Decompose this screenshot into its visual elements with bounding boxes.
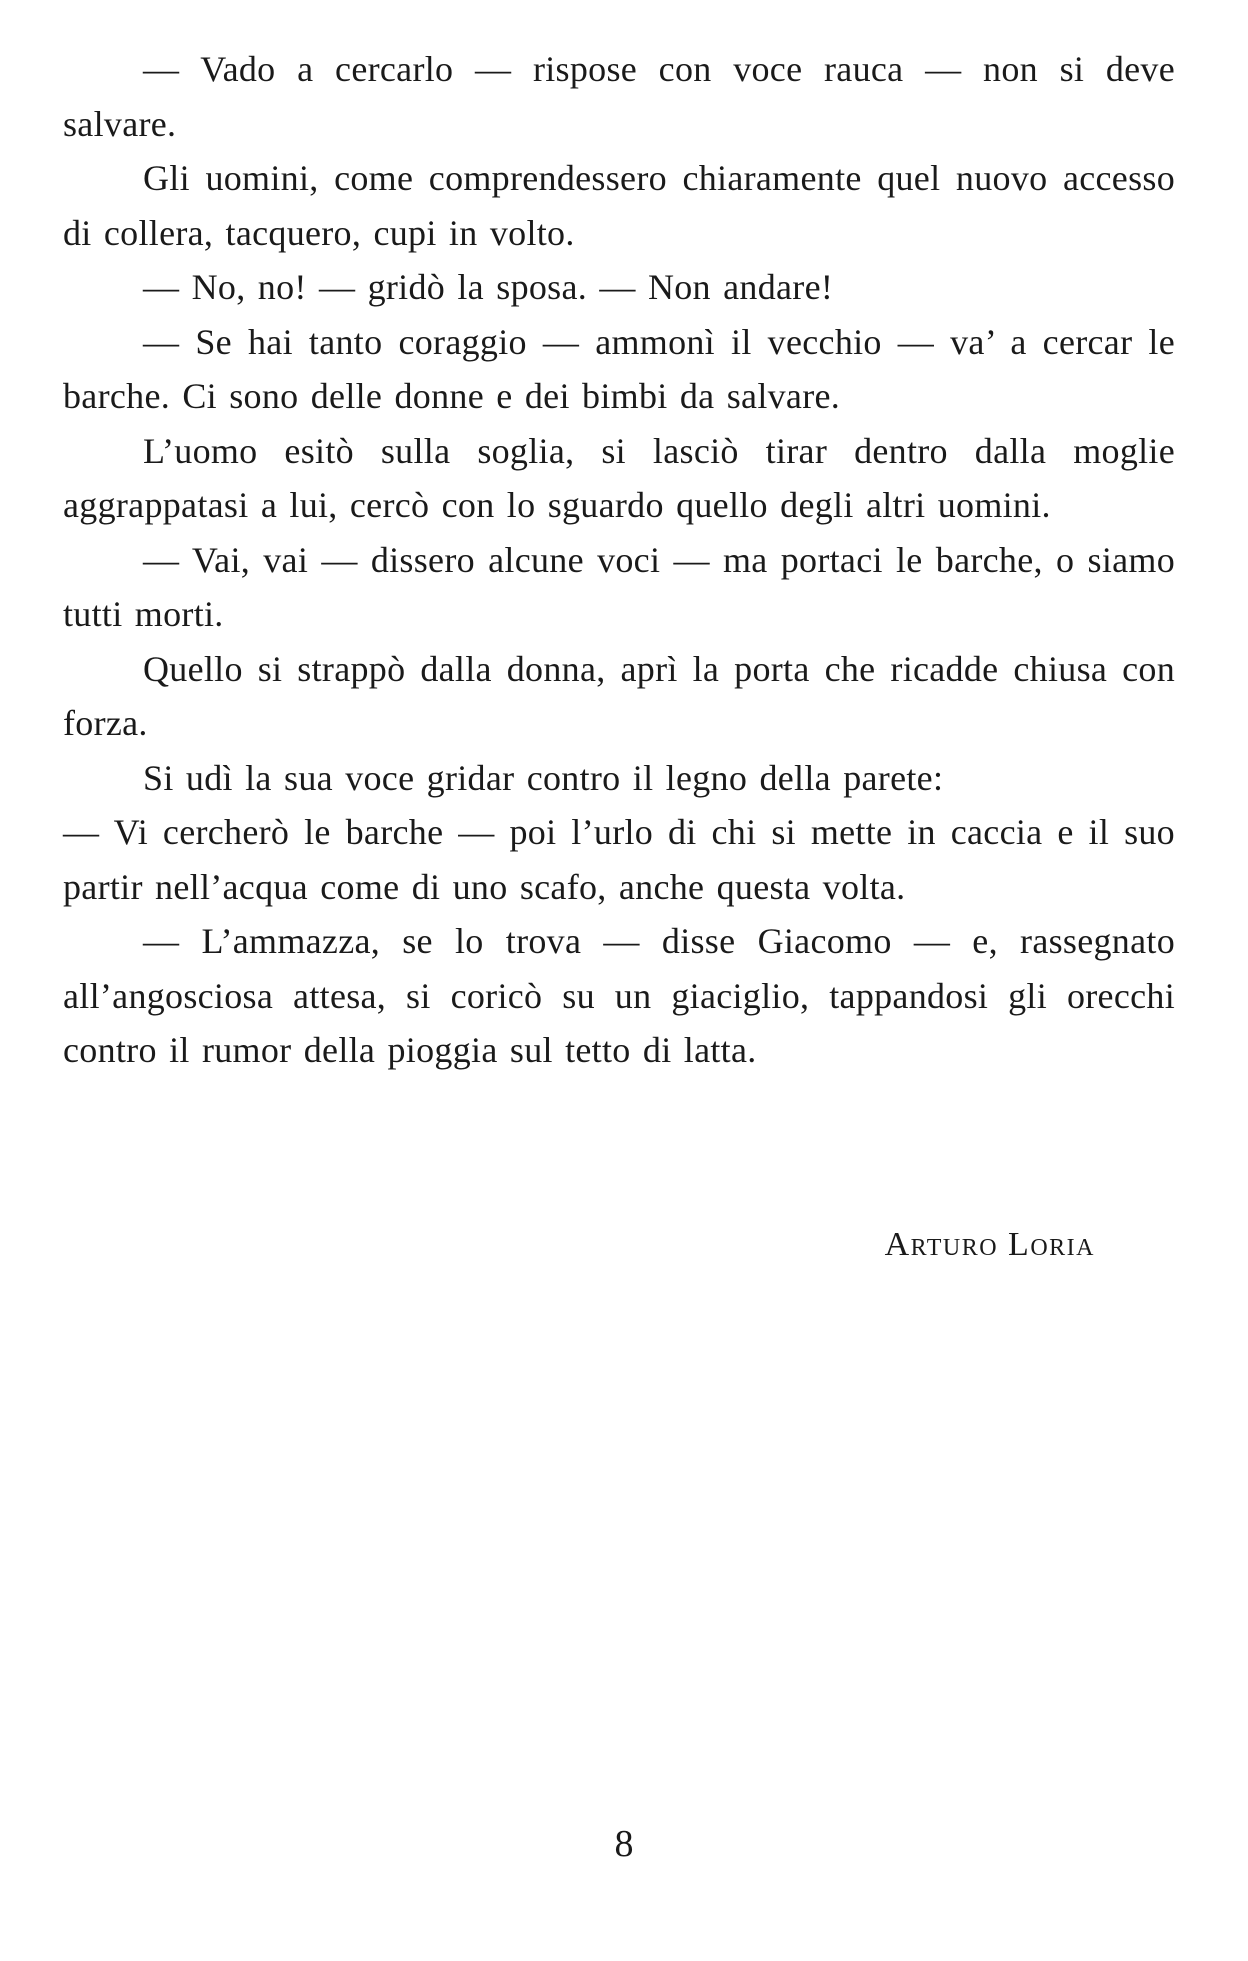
- story-text: [63, 42, 1175, 1078]
- paragraph: Gli uomini, come comprendessero chiaramente quel nuovo accesso di collera, tacquero, cupi in volto.: [63, 158, 1175, 253]
- paragraph: — No, no! — gridò la sposa. — Non andare!: [143, 267, 834, 307]
- page-number: 8: [614, 1823, 634, 1865]
- paragraph: — Vi cercherò le barche — poi l’urlo di chi si mette in caccia e il suo partir nell’acqua come di uno scafo, anche questa volta.: [63, 812, 1175, 907]
- paragraph: — L’ammazza, se lo trova — disse Giacomo — e, rassegnato all’angosciosa attesa, si coricò su un giaciglio, tappandosi gli orecchi contro il rumor della pioggia sul tetto di latta.: [63, 921, 1175, 1070]
- author-signature: Arturo Loria: [884, 1226, 1095, 1263]
- paragraph: L’uomo esitò sulla soglia, si lasciò tirar dentro dalla moglie aggrappatasi a lui, cercò con lo sguardo quello degli altri uomini.: [63, 430, 1175, 525]
- paragraph: Si udì la sua voce gridar contro il legno della parete:: [143, 757, 944, 798]
- paragraph: — Se hai tanto coraggio — ammonì il vecchio — va’ a cercar le barche. Ci sono delle donne e dei bimbi da salvare.: [63, 321, 1175, 416]
- paragraph: Quello si strappò dalla donna, aprì la porta che ricadde chiusa con forza.: [63, 648, 1175, 743]
- paragraph: — Vado a cercarlo — rispose con voce rauca — non si deve salvare.: [63, 49, 1175, 144]
- paragraph: — Vai, vai — dissero alcune voci — ma portaci le barche, o siamo tutti morti.: [63, 539, 1175, 634]
